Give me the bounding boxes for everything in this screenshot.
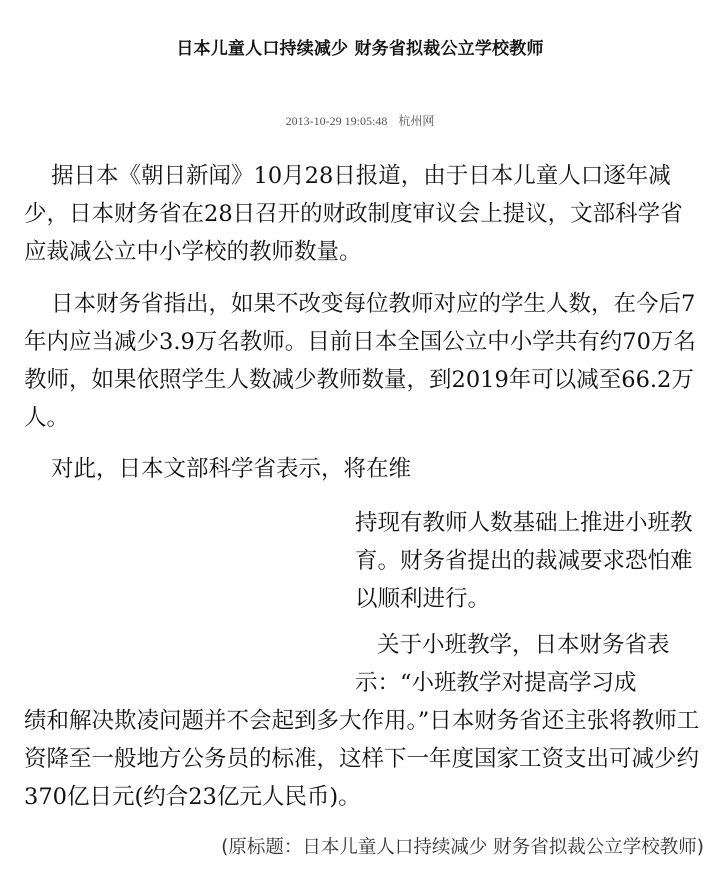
paragraph-2: 日本财务省指出，如果不改变每位教师对应的学生人数，在今后7年内应当减少3.9万名教师。目前日本全国公立中小学共有约70万名教师，如果依照学生人数减少教师数量，到2019年可以减至66.2万人。 — [24, 291, 696, 431]
paragraph-4-continued: 绩和解决欺凌问题并不会起到多大作用。”日本财务省还主张将教师工资降至一般地方公务员的标准，这样下一年度国家工资支出可减少约370亿日元(约合23亿元人民币)。 — [24, 708, 700, 810]
article-meta — [0, 112, 720, 129]
paragraph-1: 据日本《朝日新闻》10月28日报道，由于日本儿童人口逐年减少，日本财务省在28日召开的财政制度审议会上提议，文部科学省应裁减公立中小学校的教师数量。 — [24, 163, 683, 265]
publish-date: 2013-10-29 19:05:48 — [285, 114, 388, 128]
paragraph-4: 关于小班教学，日本财务省表示：“小班教学对提高学习成 — [355, 632, 670, 696]
paragraph-3-continued: 持现有教师人数基础上推进小班教育。财务省提出的裁减要求恐怕难以顺利进行。 — [355, 510, 693, 612]
article-title: 日本儿童人口持续减少 财务省拟裁公立学校教师 — [176, 39, 544, 59]
original-title-note: (原标题：日本儿童人口持续减少 财务省拟裁公立学校教师) — [221, 837, 704, 858]
source-link[interactable]: 杭州网 — [398, 114, 435, 128]
paragraph-3: 对此，日本文部科学省表示，将在维 — [51, 456, 412, 482]
